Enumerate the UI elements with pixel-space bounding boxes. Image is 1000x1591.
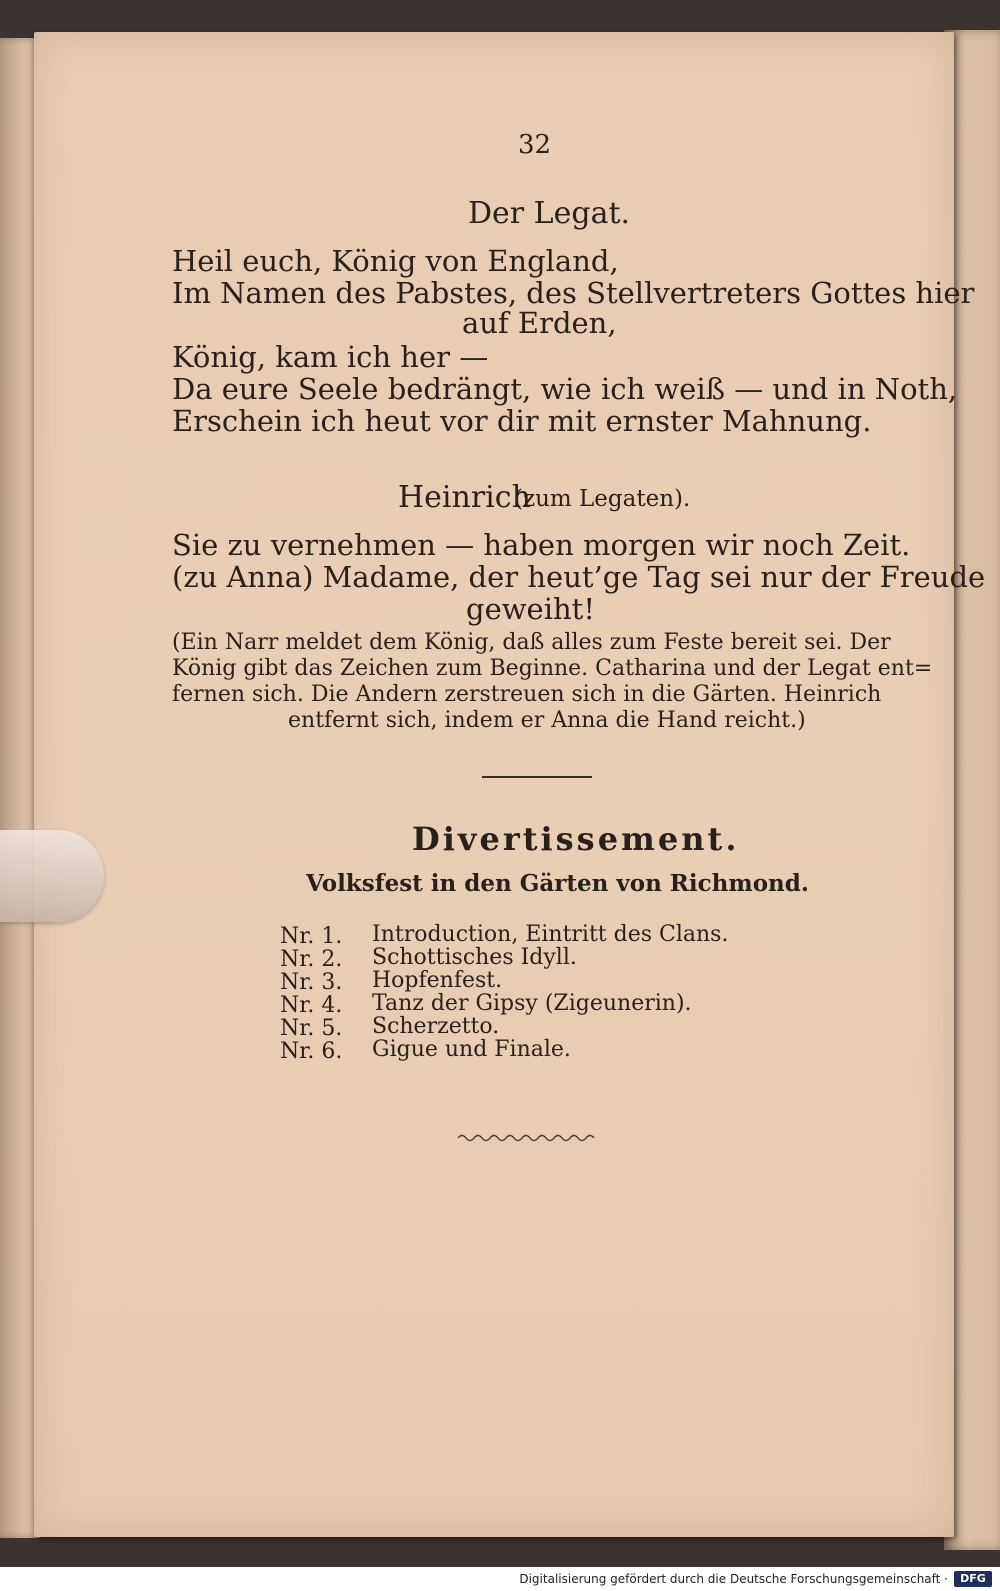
stage-direction-line: (Ein Narr meldet dem König, daß alles zum Feste bereit sei. Der	[172, 630, 891, 655]
stage-direction-line: König gibt das Zeichen zum Beginne. Catharina und der Legat ent=	[172, 656, 933, 681]
page-clip	[0, 830, 104, 922]
list-item: Schottisches Idyll.	[372, 945, 577, 970]
list-item: Hopfenfest.	[372, 968, 503, 993]
list-item: Scherzetto.	[372, 1014, 500, 1039]
list-item: Gigue und Finale.	[372, 1037, 571, 1062]
speech-line: Sie zu vernehmen — haben morgen wir noch Zeit.	[172, 528, 911, 562]
section-subtitle: Volksfest in den Gärten von Richmond.	[306, 870, 809, 897]
speech-line: Erschein ich heut vor dir mit ernster Mahnung.	[172, 404, 872, 438]
speech-line: (zu Anna) Madame, der heut’ge Tag sei nur der Freude	[172, 560, 986, 594]
speech-line: Da eure Seele bedrängt, wie ich weiß — und in Noth,	[172, 372, 958, 406]
section-title: Divertissement.	[412, 820, 740, 858]
list-number: Nr. 3.	[280, 970, 343, 995]
list-number: Nr. 6.	[280, 1039, 343, 1064]
divider-rule	[482, 776, 592, 778]
list-item: Tanz der Gipsy (Zigeunerin).	[372, 991, 692, 1016]
speaker-direction: (zum Legaten).	[514, 486, 691, 512]
list-number: Nr. 4.	[280, 993, 343, 1018]
ornament-squiggle	[456, 1130, 606, 1146]
speech-line: König, kam ich her —	[172, 340, 489, 374]
speech-line: Im Namen des Pabstes, des Stellvertreters Gottes hier	[172, 276, 975, 310]
speaker-heinrich: Heinrich	[398, 480, 531, 515]
page-number: 32	[518, 130, 552, 160]
speaker-legat: Der Legat.	[468, 196, 631, 231]
list-item: Introduction, Eintritt des Clans.	[372, 922, 729, 947]
list-number: Nr. 1.	[280, 924, 343, 949]
stage-direction-line: fernen sich. Die Andern zerstreuen sich in die Gärten. Heinrich	[172, 682, 882, 707]
footer-bar	[0, 1567, 1000, 1591]
speech-line: Heil euch, König von England,	[172, 244, 619, 278]
speech-line: geweiht!	[466, 592, 595, 626]
dfg-logo: DFG	[954, 1571, 992, 1587]
stage-direction-line: entfernt sich, indem er Anna die Hand reicht.)	[288, 708, 806, 733]
footer-credit: Digitalisierung gefördert durch die Deutsche Forschungsgemeinschaft ·	[519, 1572, 948, 1586]
list-number: Nr. 2.	[280, 947, 343, 972]
speech-line: auf Erden,	[462, 306, 617, 340]
list-number: Nr. 5.	[280, 1016, 343, 1041]
